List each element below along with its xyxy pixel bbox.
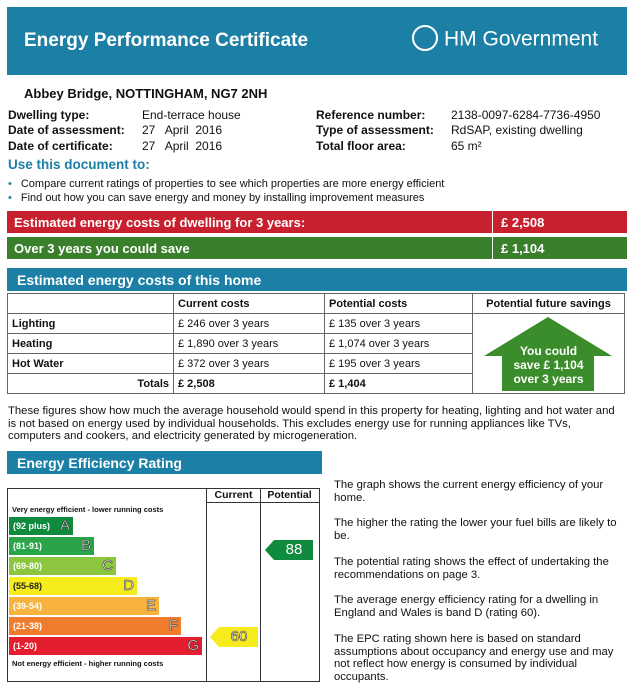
saving-value: £ 1,104 (501, 241, 545, 256)
band-range: (21-38) (13, 621, 43, 631)
totals-label: Totals (8, 374, 174, 394)
reference-number-label: Reference number: (316, 108, 426, 122)
dwelling-type-label: Dwelling type: (8, 108, 90, 122)
band-letter: E (145, 597, 156, 614)
band-letter: A (59, 517, 70, 534)
costs-header-row (8, 294, 625, 314)
column-header-line (206, 502, 319, 503)
saving-bar (7, 237, 627, 259)
cost-row-name: Hot Water (8, 354, 174, 374)
cost-row-current: £ 246 over 3 years (174, 314, 325, 334)
band-range: (39-54) (13, 601, 43, 611)
bar-divider (492, 237, 493, 259)
bar-divider (492, 211, 493, 233)
cost-row-current: £ 1,890 over 3 years (174, 334, 325, 354)
savings-line: over 3 years (513, 372, 584, 386)
potential-costs-header: Potential costs (325, 294, 473, 314)
costs-header-empty (8, 294, 174, 314)
inefficient-note: Not energy efficient - higher running costs (12, 659, 164, 668)
band-letter: D (123, 577, 134, 594)
saving-label: Over 3 years you could save (14, 241, 190, 256)
floor-area-label: Total floor area: (316, 139, 406, 153)
band-range: (69-80) (13, 561, 43, 571)
assessment-date-label: Date of assessment: (8, 123, 125, 137)
band-range: (1-20) (13, 641, 38, 651)
current-rating-value: 60 (230, 628, 248, 645)
rating-band-b (9, 537, 94, 555)
rating-section-header (7, 451, 322, 474)
use-bullet-compare (8, 178, 444, 190)
table-row (8, 314, 625, 334)
potential-column-header: Potential (267, 489, 312, 501)
rating-band-c (9, 557, 116, 575)
band-letter: G (187, 637, 199, 654)
current-column-header: Current (214, 489, 253, 501)
assessment-type-value: RdSAP, existing dwelling (451, 123, 583, 137)
rating-text: The average energy efficiency rating for a dwelling in England and Wales is band D (rating 60). (334, 594, 599, 619)
band-range: (55-68) (13, 581, 43, 591)
property-address: Abbey Bridge, NOTTINGHAM, NG7 2NH (24, 86, 268, 101)
estimated-cost-value: £ 2,508 (501, 215, 545, 230)
band-letter: F (168, 617, 178, 634)
rating-band-g (9, 637, 202, 655)
rating-text: The higher the rating the lower your fuel bills are likely to be. (334, 517, 617, 542)
costs-section-header (7, 268, 627, 291)
government-name: HM Government (444, 27, 599, 51)
totals-current: £ 2,508 (174, 374, 325, 394)
assessment-type-label: Type of assessment: (316, 123, 434, 137)
band-letter: C (102, 557, 113, 574)
reference-number-value: 2138-0097-6284-7736-4950 (451, 108, 601, 122)
estimated-cost-label: Estimated energy costs of dwelling for 3 years: (14, 215, 306, 230)
rating-text: The potential rating shows the effect of undertaking the recommendations on page 3. (334, 556, 609, 581)
totals-potential: £ 1,404 (325, 374, 473, 394)
cost-row-potential: £ 1,074 over 3 years (325, 334, 473, 354)
cost-row-name: Lighting (8, 314, 174, 334)
estimated-cost-bar (7, 211, 627, 233)
floor-area-value: 65 m² (451, 139, 482, 153)
cost-row-potential: £ 195 over 3 years (325, 354, 473, 374)
band-letter: B (80, 537, 91, 554)
savings-cell (473, 314, 625, 394)
use-bullet-text: Find out how you can save energy and money by installing improvement measures (20, 192, 425, 204)
rating-section-title: Energy Efficiency Rating (17, 455, 182, 471)
current-costs-header: Current costs (174, 294, 325, 314)
rating-band-e (9, 597, 159, 615)
royal-crest-icon (412, 25, 438, 51)
rating-band-f (9, 617, 181, 635)
cost-row-potential: £ 135 over 3 years (325, 314, 473, 334)
use-bullet-text: Compare current ratings of properties to see which properties are more energy efficient (20, 178, 445, 190)
use-document-heading: Use this document to: (8, 157, 150, 172)
savings-arrow-text (473, 344, 624, 386)
government-logo (412, 27, 598, 53)
certificate-date-value: 27 April 2016 (142, 139, 223, 153)
savings-line: You could (519, 344, 578, 358)
dwelling-type-value: End-terrace house (142, 108, 241, 122)
costs-section-title: Estimated energy costs of this home (17, 272, 262, 288)
rating-text: The EPC rating shown here is based on standard assumptions about occupancy and energy use and may not reflect how energy is consumed by individual occupants. (334, 633, 614, 683)
rating-text: The graph shows the current energy efficiency of your home. (334, 479, 604, 504)
rating-band-d (9, 577, 137, 595)
band-range: (92 plus) (13, 521, 51, 531)
certificate-date-label: Date of certificate: (8, 139, 113, 153)
use-bullet-improve (8, 192, 424, 204)
future-savings-header: Potential future savings (473, 294, 625, 314)
page-title: Energy Performance Certificate (24, 30, 309, 51)
current-column (206, 488, 261, 681)
costs-table (7, 293, 625, 394)
potential-rating-value: 88 (285, 541, 303, 558)
bullet-icon: • (8, 192, 12, 204)
assessment-date-value: 27 April 2016 (142, 123, 223, 137)
costs-disclaimer: These figures show how much the average household would spend in this property for heating, lighting and hot water and is not based on energy used by individual households. This excludes energy use for running appliances like TVs, computers and cookers, and electricity generated by microgeneration. (8, 405, 615, 442)
savings-line: save £ 1,104 (513, 358, 584, 372)
efficient-note: Very energy efficient - lower running costs (12, 505, 164, 514)
band-range: (81-91) (13, 541, 43, 551)
rating-band-a (9, 517, 73, 535)
cost-row-current: £ 372 over 3 years (174, 354, 325, 374)
cost-row-name: Heating (8, 334, 174, 354)
bullet-icon: • (8, 178, 12, 190)
